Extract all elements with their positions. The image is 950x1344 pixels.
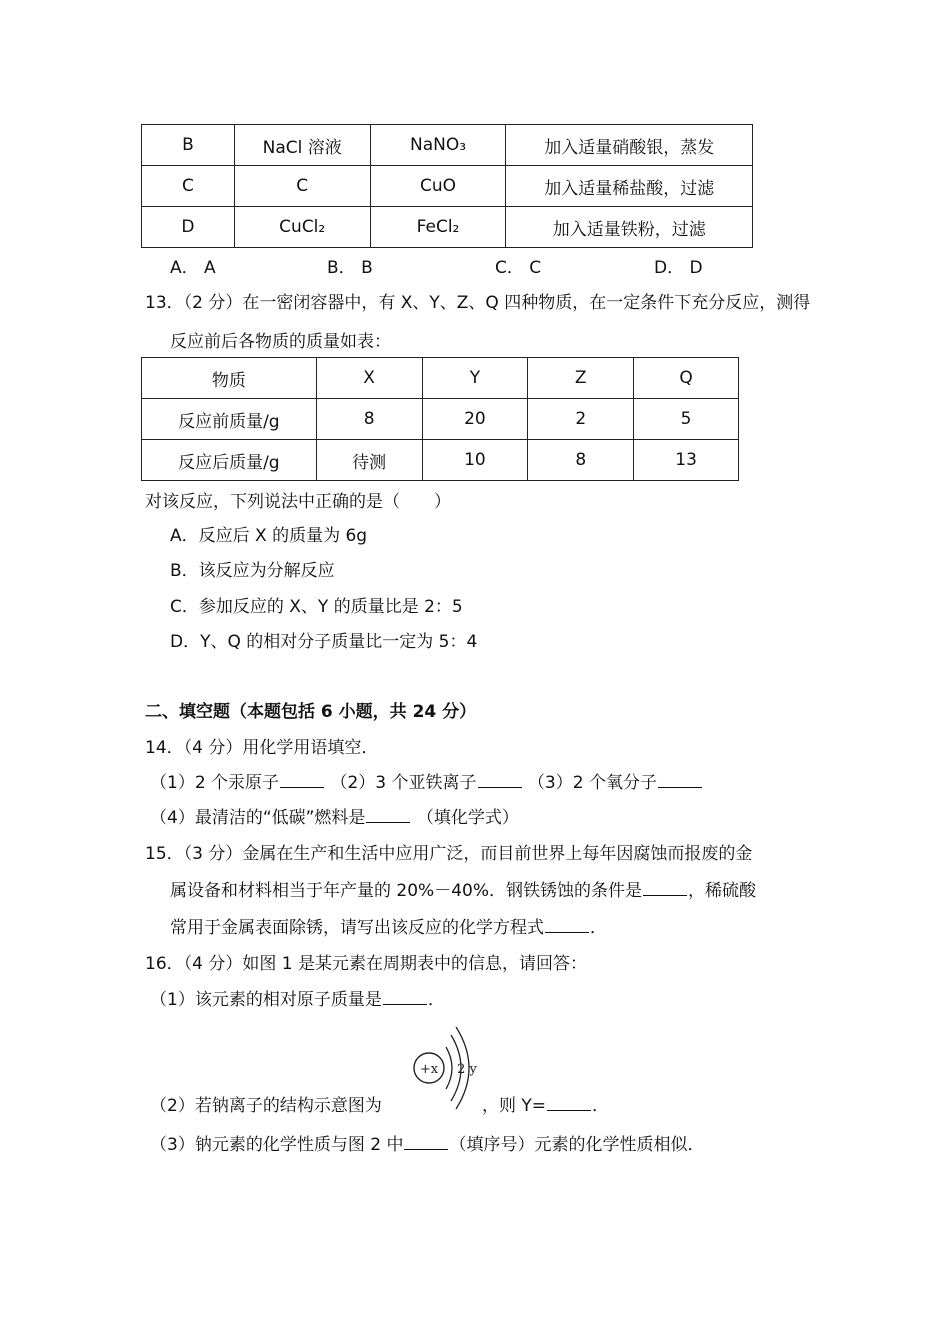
table-cell: 8	[316, 399, 422, 440]
table-cell: 待测	[316, 440, 422, 481]
separation-table	[141, 124, 753, 248]
table-cell: 20	[422, 399, 528, 440]
table-header-cell: X	[316, 358, 422, 399]
section-title: 二、填空题（本题包括 6 小题，共 24 分）	[145, 702, 477, 722]
table-cell: CuO	[370, 166, 506, 207]
q16-part3	[150, 1130, 704, 1155]
q15-line3-tail: ．	[590, 918, 607, 938]
q14-part2: （2）3 个亚铁离子	[330, 773, 477, 793]
q13-stem-line2: 反应前后各物质的质量如表：	[170, 332, 391, 352]
q12-option-b: B． B	[327, 258, 373, 278]
q15-line2	[170, 876, 756, 901]
q13-option-b: B．该反应为分解反应	[170, 561, 335, 581]
q16-part2-tail: ．	[592, 1096, 610, 1116]
q12-option-d: D． D	[654, 258, 703, 278]
q13-question: 对该反应，下列说法中正确的是（ ）	[145, 492, 451, 512]
q16-part2	[150, 1091, 382, 1116]
table-cell: C	[142, 166, 235, 207]
q13-option-c: C．参加反应的 X、Y 的质量比是 2：5	[170, 597, 463, 617]
table-cell: D	[142, 207, 235, 248]
table-cell: 反应后质量/g	[142, 440, 317, 481]
answer-blank[interactable]	[658, 786, 702, 788]
table-cell: NaNO₃	[370, 125, 506, 166]
q16-part2-text: （2）若钠离子的结构示意图为	[150, 1096, 382, 1116]
q12-option-c: C． C	[495, 258, 542, 278]
shell-label: 2 y	[457, 1062, 477, 1077]
q14-part3: （3）2 个氧分子	[527, 773, 657, 793]
q16-part3-tail: （填序号）元素的化学性质相似．	[449, 1135, 705, 1155]
table-cell: 加入适量铁粉，过滤	[506, 207, 753, 248]
table-cell: C	[234, 166, 370, 207]
table-cell: 10	[422, 440, 528, 481]
table-cell: 8	[528, 440, 634, 481]
table-header-row	[142, 358, 739, 399]
table-row	[142, 207, 753, 248]
q15-line2-text: 属设备和材料相当于年产量的 20%－40%．钢铁锈蚀的条件是	[170, 881, 642, 901]
q16-stem: 16．（4 分）如图 1 是某元素在周期表中的信息，请回答：	[145, 954, 587, 974]
q13-stem-line1: 13．（2 分）在一密闭容器中，有 X、Y、Z、Q 四种物质，在一定条件下充分反应，测得	[145, 293, 811, 313]
q16-part1	[150, 985, 445, 1010]
answer-blank[interactable]	[478, 786, 522, 788]
table-header-cell: Q	[634, 358, 739, 399]
answer-blank[interactable]	[545, 931, 589, 933]
answer-blank[interactable]	[280, 786, 324, 788]
table-cell: FeCl₂	[370, 207, 506, 248]
q14-part1: （1）2 个汞原子	[150, 773, 280, 793]
q15-line3-text: 常用于金属表面除锈，请写出该反应的化学方程式	[170, 918, 544, 938]
table-cell: 5	[634, 399, 739, 440]
table-row	[142, 125, 753, 166]
table-header-cell: 物质	[142, 358, 317, 399]
q15-line2-tail: ，稀硫酸	[687, 881, 756, 901]
table-cell: NaCl 溶液	[234, 125, 370, 166]
ion-structure-diagram	[410, 1025, 482, 1111]
table-header-cell: Z	[528, 358, 634, 399]
q14-part4-tail: （填化学式）	[416, 808, 519, 828]
nucleus-label: +x	[419, 1062, 439, 1077]
mass-table	[141, 357, 739, 481]
table-cell: 加入适量稀盐酸，过滤	[506, 166, 753, 207]
answer-blank[interactable]	[404, 1148, 448, 1150]
table-cell: 13	[634, 440, 739, 481]
q13-option-d: D．Y、Q 的相对分子质量比一定为 5：4	[170, 632, 478, 652]
q16-part2-answer	[482, 1091, 609, 1116]
q14-line1	[150, 768, 703, 793]
table-cell: 反应前质量/g	[142, 399, 317, 440]
table-header-cell: Y	[422, 358, 528, 399]
q14-line2	[150, 803, 519, 828]
q15-line1: 15．（3 分）金属在生产和生活中应用广泛，而目前世界上每年因腐蚀而报废的金	[145, 844, 753, 864]
table-cell: B	[142, 125, 235, 166]
answer-blank[interactable]	[383, 1003, 427, 1005]
q15-line3	[170, 913, 607, 938]
q13-option-a: A．反应后 X 的质量为 6g	[170, 526, 368, 546]
table-row	[142, 440, 739, 481]
answer-blank[interactable]	[643, 894, 687, 896]
q14-part4: （4）最清洁的“低碳”燃料是	[150, 808, 366, 828]
answer-blank[interactable]	[366, 821, 410, 823]
table-row	[142, 399, 739, 440]
q14-stem: 14．（4 分）用化学用语填空．	[145, 738, 379, 758]
q16-part1-text: （1）该元素的相对原子质量是	[150, 990, 382, 1010]
q12-option-a: A． A	[170, 258, 216, 278]
table-cell: 加入适量硝酸银，蒸发	[506, 125, 753, 166]
table-cell: CuCl₂	[234, 207, 370, 248]
table-row	[142, 166, 753, 207]
q16-part1-tail: ．	[427, 990, 445, 1010]
answer-blank[interactable]	[547, 1109, 591, 1111]
table-cell: 2	[528, 399, 634, 440]
q16-part2-mid: ，则 Y=	[482, 1096, 547, 1116]
q16-part3-text: （3）钠元素的化学性质与图 2 中	[150, 1135, 404, 1155]
